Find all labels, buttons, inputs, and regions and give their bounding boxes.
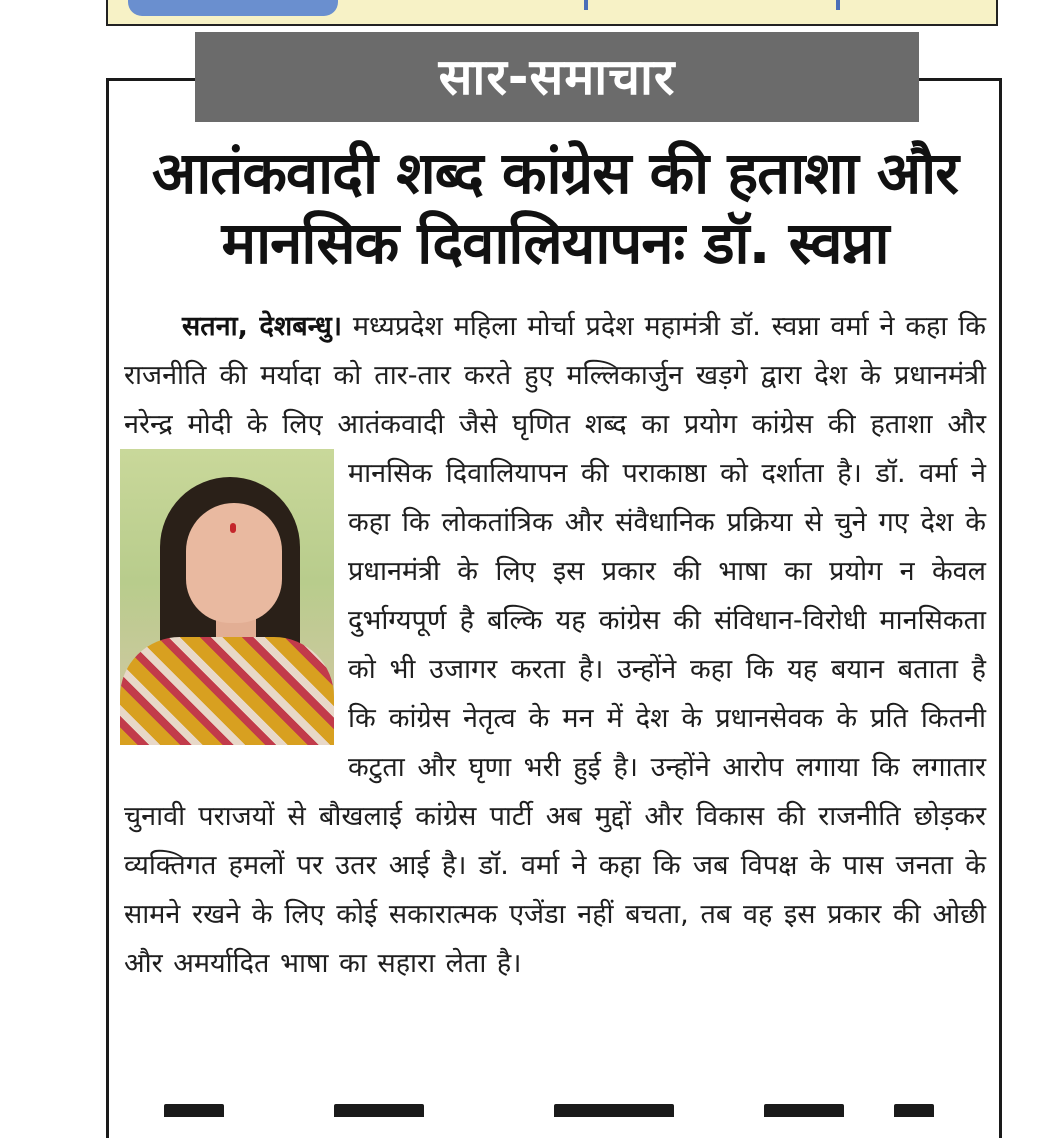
headline-line-1: आतंकवादी शब्द कांग्रेस की हताशा और bbox=[152, 139, 958, 207]
body-text-part-1: मध्यप्रदेश महिला मोर्चा प्रदेश महामंत्री डॉ. स्वप्ना वर्मा ने कहा कि राजनीति की मर्यादा को तार-तार करते हुए मल्लिकार्जुन खड़गे द्वारा देश के प्रधानमंत्री नरेन्द्र मोदी के लिए आतंकवादी जैसे घृणित शब्द का प्रयोग कांग्रेस की हताशा और मानसिक bbox=[124, 311, 986, 489]
photo-saree bbox=[120, 637, 334, 745]
photo-face bbox=[186, 503, 282, 623]
next-article-cutoff bbox=[124, 1100, 986, 1117]
top-strip-mark bbox=[584, 0, 588, 10]
section-banner: सार-समाचार bbox=[195, 32, 919, 122]
author-photo bbox=[120, 449, 334, 745]
dateline: सतना, देशबन्धु। bbox=[182, 311, 342, 342]
top-strip-graphic bbox=[128, 0, 338, 16]
top-strip-mark bbox=[836, 0, 840, 10]
article-headline bbox=[120, 138, 990, 278]
article-body bbox=[124, 302, 986, 988]
photo-bindi bbox=[230, 523, 236, 533]
body-text-part-2: दिवालियापन की पराकाष्ठा को दर्शाता है। डॉ. वर्मा ने कहा कि लोकतांत्रिक और संवैधानिक प्रक्रिया से चुने गए देश के प्रधानमंत्री के लिए इस प्रकार की भाषा का प्रयोग न केवल दुर्भाग्यपूर्ण है बल्कि यह कांग्रेस की संविधान-विरोधी मानसिकता को भी उजागर करता है। उन्होंने कहा कि यह बयान बताता है कि कांग्रेस नेतृत्व के मन में देश के प्रधानसेवक के प्रति कितनी कटुता और घृणा भरी हुई है। उन्होंने आरोप लगाया कि लगातार चुनावी पराजयों से बौखलाई कांग्रेस पार्टी अब मुद्दों और विकास की राजनीति छोड़कर व्यक्तिगत हमलों पर उतर आई है। डॉ. वर्मा ने कहा कि जब विपक्ष के पास जनता के सामने रखने के लिए कोई सकारात्मक एजेंडा नहीं बचता, तब वह इस प्रकार की ओछी और अमर्यादित भाषा का सहारा लेता है। bbox=[124, 458, 986, 979]
top-strip bbox=[106, 0, 998, 26]
headline-line-2: मानसिक दिवालियापनः डॉ. स्वप्ना bbox=[221, 209, 889, 277]
